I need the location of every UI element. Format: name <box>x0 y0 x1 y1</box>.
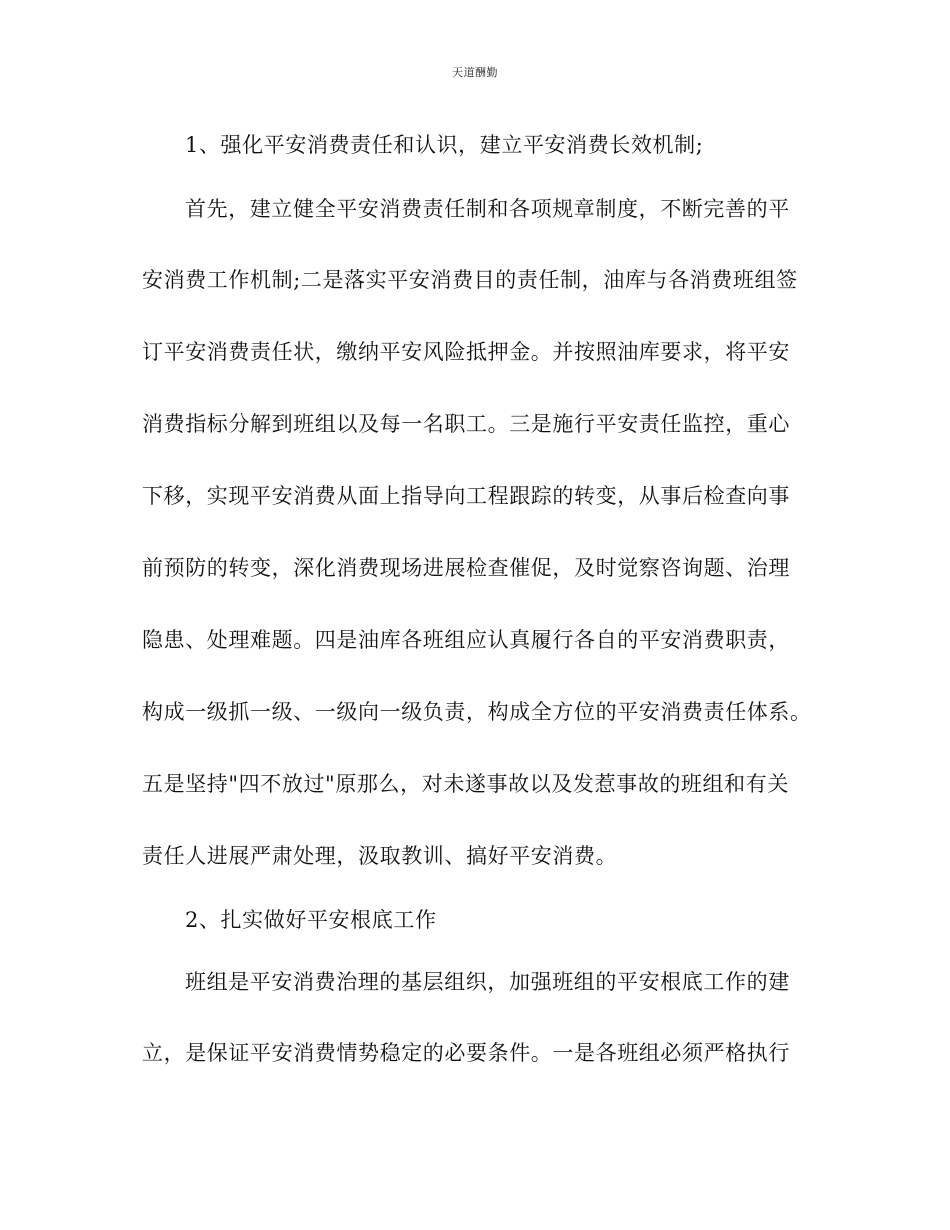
paragraph-1-line-5: 下移，实现平安消费从面上指导向工程跟踪的转变，从事后检查向事 <box>142 484 790 508</box>
paragraph-1-line-1: 首先，建立健全平安消费责任制和各项规章制度，不断完善的平 <box>185 197 790 221</box>
section-heading-2: 2、扎实做好平安根底工作 <box>185 908 437 932</box>
page-header: 天道酬勤 <box>452 66 498 79</box>
paragraph-1-line-2: 安消费工作机制;二是落实平安消费目的责任制，油库与各消费班组签 <box>142 268 798 292</box>
paragraph-2-line-1: 班组是平安消费治理的基层组织，加强班组的平安根底工作的建 <box>185 970 790 994</box>
paragraph-1-line-3: 订平安消费责任状，缴纳平安风险抵押金。并按照油库要求，将平安 <box>142 340 790 364</box>
paragraph-1-line-8: 构成一级抓一级、一级向一级负责，构成全方位的平安消费责任体系。 <box>142 700 812 724</box>
paragraph-1-line-4: 消费指标分解到班组以及每一名职工。三是施行平安责任监控，重心 <box>142 412 790 436</box>
paragraph-1-line-6: 前预防的转变，深化消费现场进展检查催促，及时觉察咨询题、治理 <box>142 556 790 580</box>
section-heading-1: 1、强化平安消费责任和认识，建立平安消费长效机制; <box>185 133 704 157</box>
paragraph-1-line-7: 隐患、处理难题。四是油库各班组应认真履行各自的平安消费职责， <box>142 628 790 652</box>
paragraph-1-line-9: 五是坚持"四不放过"原那么，对未遂事故以及发惹事故的班组和有关 <box>142 772 789 796</box>
paragraph-2-line-2: 立，是保证平安消费情势稳定的必要条件。一是各班组必须严格执行 <box>142 1041 790 1065</box>
paragraph-1-line-10: 责任人进展严肃处理，汲取教训、搞好平安消费。 <box>142 844 618 868</box>
